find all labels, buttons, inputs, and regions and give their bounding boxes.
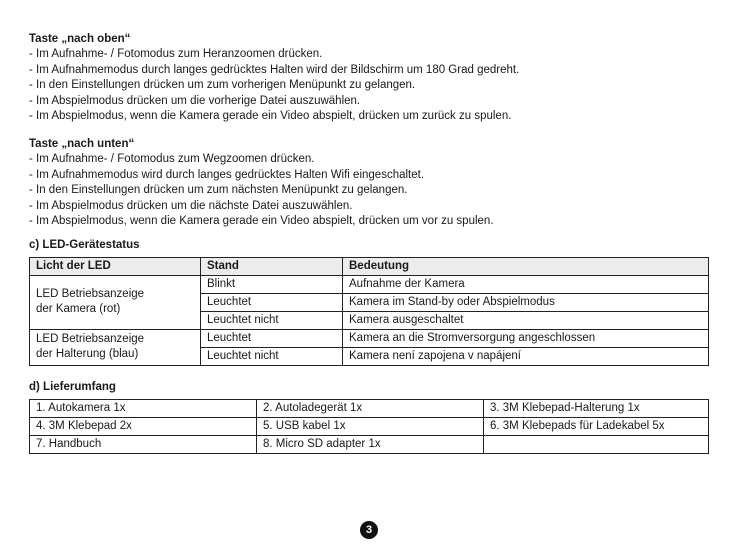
led-meaning: Kamera není zapojena v napájení [343, 347, 709, 365]
supply-item: 5. USB kabel 1x [257, 417, 484, 435]
led-meaning: Kamera an die Stromversorgung angeschlossen [343, 329, 709, 347]
led-status-title: c) LED-Gerätestatus [29, 238, 140, 251]
led-state: Leuchtet nicht [201, 347, 343, 365]
led-meaning: Kamera ausgeschaltet [343, 311, 709, 329]
led-state: Leuchtet nicht [201, 311, 343, 329]
down-key-line: - Im Aufnahme- / Fotomodus zum Wegzoomen drücken. [29, 152, 315, 165]
camera-led-label [30, 275, 201, 329]
page-number-badge: 3 [360, 521, 378, 539]
table-row [30, 329, 709, 347]
led-state: Leuchtet [201, 293, 343, 311]
mount-led-label-line: LED Betriebsanzeige [36, 333, 145, 346]
up-key-line: - Im Aufnahme- / Fotomodus zum Heranzoomen drücken. [29, 48, 323, 60]
up-key-section [29, 32, 709, 125]
led-state: Blinkt [201, 275, 343, 293]
table-row [30, 435, 709, 453]
supply-item: 7. Handbuch [30, 435, 257, 453]
supply-item [484, 435, 709, 453]
column-header: Licht der LED [30, 257, 201, 275]
down-key-section [29, 137, 709, 230]
supply-item: 4. 3M Klebepad 2x [30, 417, 257, 435]
column-header: Bedeutung [343, 257, 709, 275]
up-key-line: - Im Aufnahmemodus durch langes gedrücktes Halten wird der Bildschirm um 180 Grad gedreht. [29, 63, 520, 76]
up-key-line: - In den Einstellungen drücken um zum vorherigen Menüpunkt zu gelangen. [29, 79, 416, 92]
camera-led-label-line: LED Betriebsanzeige [36, 288, 145, 301]
supply-item: 1. Autokamera 1x [30, 399, 257, 417]
supply-item: 8. Micro SD adapter 1x [257, 435, 484, 453]
led-meaning: Aufnahme der Kamera [343, 275, 709, 293]
table-row [30, 275, 709, 293]
down-key-line: - In den Einstellungen drücken um zum nächsten Menüpunkt zu gelangen. [29, 184, 408, 197]
supply-item: 2. Autoladegerät 1x [257, 399, 484, 417]
down-key-line: - Im Aufnahmemodus wird durch langes gedrücktes Halten Wifi eingeschaltet. [29, 168, 425, 181]
up-key-title: Taste „nach oben“ [29, 33, 131, 45]
manual-page [29, 32, 709, 454]
supply-title: d) Lieferumfang [29, 380, 116, 393]
table-row [30, 417, 709, 435]
supply-table [29, 399, 709, 454]
column-header: Stand [201, 257, 343, 275]
down-key-title: Taste „nach unten“ [29, 137, 135, 150]
supply-item: 6. 3M Klebepads für Ladekabel 5x [484, 417, 709, 435]
table-header-row [30, 257, 709, 275]
mount-led-label-line: der Halterung (blau) [36, 348, 139, 361]
camera-led-label-line: der Kamera (rot) [36, 303, 121, 316]
mount-led-label [30, 329, 201, 365]
led-state: Leuchtet [201, 329, 343, 347]
up-key-line: - Im Abspielmodus, wenn die Kamera gerade ein Video abspielt, drücken um zurück zu spulen. [29, 110, 512, 123]
led-meaning: Kamera im Stand-by oder Abspielmodus [343, 293, 709, 311]
down-key-line: - Im Abspielmodus, wenn die Kamera gerade ein Video abspielt, drücken um vor zu spulen. [29, 215, 494, 228]
down-key-line: - Im Abspielmodus drücken um die nächste Datei auszuwählen. [29, 199, 353, 212]
supply-item: 3. 3M Klebepad-Halterung 1x [484, 399, 709, 417]
table-row [30, 399, 709, 417]
led-status-table [29, 257, 709, 366]
up-key-line: - Im Abspielmodus drücken um die vorherige Datei auszuwählen. [29, 94, 361, 107]
